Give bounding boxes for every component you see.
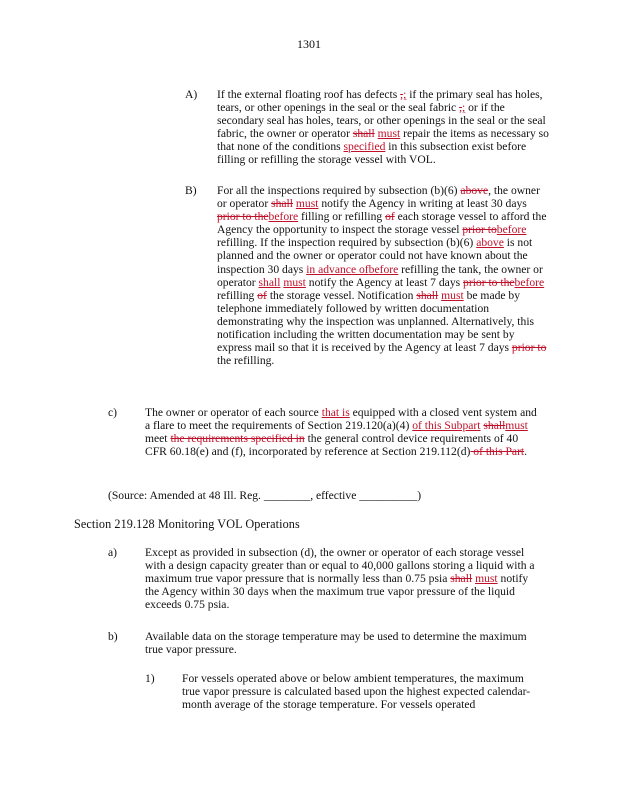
body-text: Available data on the storage temperature may be used to determine the maximum true vapor pressure.	[145, 630, 527, 657]
deleted-text: above	[460, 184, 489, 197]
deleted-text: prior to the	[463, 275, 515, 289]
body-text: meet	[145, 432, 171, 446]
body-text: is not planned and the owner or operator could not have known about the inspection 30 days	[217, 236, 533, 276]
deleted-text: of	[385, 210, 395, 224]
deleted-text: of	[257, 288, 267, 302]
body-text: notify the Agency in writing at least 30 days	[318, 197, 527, 211]
item-label: B)	[185, 184, 197, 197]
deleted-text: shall	[352, 127, 375, 141]
item-label: A)	[185, 88, 198, 101]
source-note: (Source: Amended at 48 Ill. Reg. ________, effective __________)	[108, 489, 422, 502]
item-label: b)	[108, 630, 118, 643]
item-text	[182, 672, 540, 711]
item-label: c)	[108, 406, 118, 419]
inserted-text: of this Subpart	[412, 419, 481, 433]
inserted-text: must	[377, 127, 401, 141]
deleted-text: prior to	[511, 341, 547, 355]
body-text: repair the items as necessary so that none of the conditions	[217, 127, 549, 154]
body-text: For all the inspections required by subsection (b)(6)	[217, 184, 461, 197]
body-text: in this subsection exist before filling or refilling the storage vessel with VOL.	[217, 140, 527, 167]
inserted-text: before	[514, 275, 545, 289]
item-text	[217, 184, 548, 367]
body-text: notify the Agency at least 7 days	[305, 275, 464, 289]
body-text: the general control device requirements of 40 CFR 60.18(e) and (f), incorporated by reference at Section 219.112(d)	[145, 432, 519, 459]
deleted-text: shall	[450, 572, 473, 586]
inserted-text: ;	[462, 101, 466, 115]
inserted-text: before	[268, 210, 299, 224]
inserted-text: that is	[321, 406, 350, 419]
inserted-text: specified	[343, 140, 386, 154]
body-text: If the external floating roof has defects	[217, 88, 401, 101]
section-heading: Section 219.128 Monitoring VOL Operations	[74, 517, 300, 531]
inserted-text: must	[295, 197, 319, 211]
deleted-text: of this Part	[470, 445, 525, 459]
inserted-text: ;	[403, 88, 407, 101]
body-text: filling or refilling	[298, 210, 386, 224]
inserted-text: must	[441, 288, 464, 302]
body-text: be made by telephone immediately followed by written documentation demonstrating why the inspection was unplanned. Alternatively, this notification including the written documentation may be sent by express mail so that it is received by the Agency at least 7 days	[217, 288, 535, 355]
deleted-text: shall	[416, 288, 439, 302]
body-text: .	[524, 445, 528, 459]
item-text	[145, 406, 540, 458]
deleted-text: ,	[400, 88, 404, 101]
inserted-text: before	[496, 223, 527, 237]
body-text: notify the Agency within 30 days when the maximum true vapor pressure of the liquid exceeds 0.75 psia.	[145, 572, 529, 612]
inserted-text: above	[476, 236, 504, 250]
item-text	[145, 546, 540, 611]
inserted-text: in advance of	[306, 262, 369, 276]
inserted-text: must	[505, 419, 528, 433]
body-text: refilling the tank, the owner or operator	[217, 262, 543, 289]
page-number: 1301	[297, 37, 321, 51]
body-text: The owner or operator of each source	[145, 406, 322, 419]
body-text: if the primary seal has holes, tears, or other openings in the seal or the seal fabric	[217, 88, 543, 115]
item-text	[145, 630, 540, 656]
item-label: 1)	[145, 672, 155, 685]
body-text: the refilling.	[217, 354, 275, 368]
body-text: refilling	[217, 288, 258, 302]
body-text: For vessels operated above or below ambient temperatures, the maximum true vapor pressure is calculated based upon the highest expected calendar-month average of the storage temperature. For vessels operated	[182, 672, 531, 712]
body-text: , the owner or operator	[217, 184, 540, 211]
inserted-text: must	[283, 275, 306, 289]
body-text: equipped with a closed vent system and a flare to meet the requirements of Section 219.120(a)(4)	[145, 406, 537, 433]
deleted-text: the requirements specified in	[170, 432, 305, 446]
deleted-text: ,	[459, 101, 462, 115]
deleted-text: prior to the	[217, 210, 269, 224]
deleted-text: shall	[483, 419, 506, 433]
body-text: each storage vessel to afford the Agency the opportunity to inspect the storage vessel	[217, 210, 547, 237]
body-text: Except as provided in subsection (d), the owner or operator of each storage vessel with a design capacity greater than or equal to 40,000 gallons storing a liquid with a maximum true vapor pressure that is normally less than 0.75 psia	[145, 546, 535, 586]
inserted-text: shall	[258, 275, 281, 289]
item-label: a)	[108, 546, 118, 559]
item-text	[217, 88, 550, 167]
inserted-text: before	[368, 262, 399, 276]
inserted-text: must	[475, 572, 498, 586]
deleted-text: shall	[271, 197, 293, 211]
body-text: or if the secondary seal has holes, tears, or other openings in the seal or the seal fabric, the owner or operator	[217, 101, 546, 141]
deleted-text: prior to	[462, 223, 497, 237]
body-text: refilling. If the inspection required by subsection (b)(6)	[217, 236, 477, 250]
body-text: the storage vessel. Notification	[266, 288, 417, 302]
